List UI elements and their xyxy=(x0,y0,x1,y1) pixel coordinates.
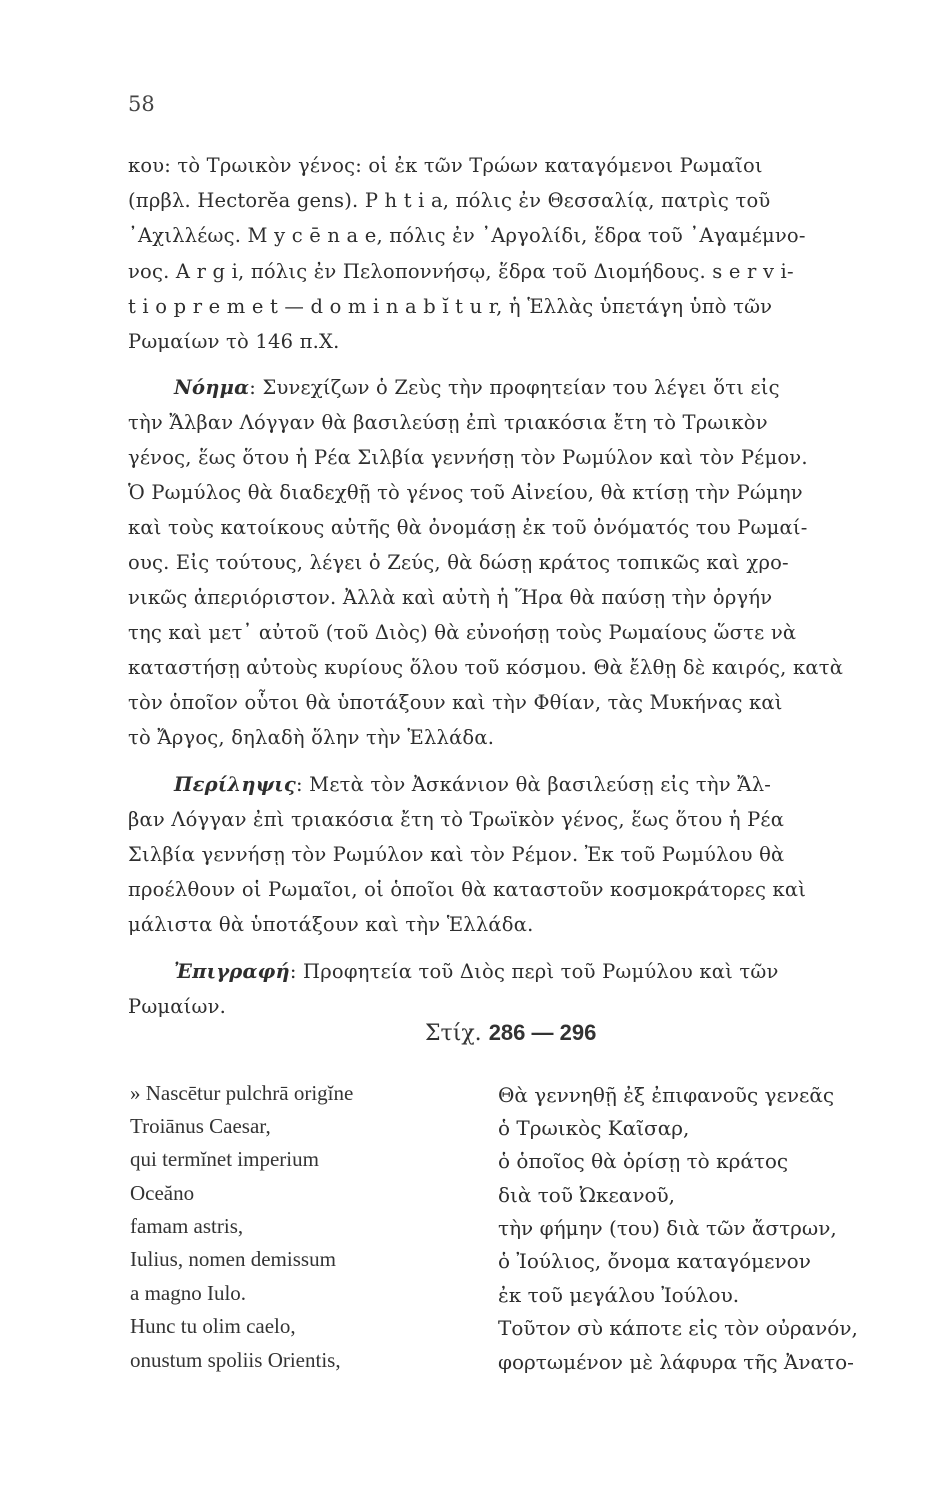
noima-line: Ὁ Ρωμύλος θὰ διαδεχθῇ τὸ γένος τοῦ Αἰνείου, θὰ κτίσῃ τὴν Ρώμην xyxy=(128,481,803,504)
latin-line: Hunc tu olim caelo, xyxy=(130,1314,296,1338)
perilipsis-line: μάλιστα θὰ ὑποτάξουν καὶ τὴν Ἑλλάδα. xyxy=(128,913,534,936)
intro-line: Ρωμαίων τὸ 146 π.Χ. xyxy=(128,330,340,353)
perilipsis-line: προέλθουν οἱ Ρωμαῖοι, οἱ ὁποῖοι θὰ καταστοῦν κοσμοκράτορες καὶ xyxy=(128,878,807,901)
intro-line: νος. A r g i, πόλις ἐν Πελοποννήσῳ, ἕδρα τοῦ Διομήδους. s e r v i- xyxy=(128,260,794,283)
latin-line: Troiānus Caesar, xyxy=(130,1114,271,1138)
noima-label: Νόημα xyxy=(174,376,250,399)
perilipsis-line: : Μετὰ τὸν Ἀσκάνιον θὰ βασιλεύσῃ εἰς τὴν Ἄλ- xyxy=(296,773,772,796)
noima-line: τὸ Ἄργος, δηλαδὴ ὅλην τὴν Ἑλλάδα. xyxy=(128,726,495,749)
greek-line: διὰ τοῦ Ὠκεανοῦ, xyxy=(498,1183,676,1207)
noima-line: γένος, ἕως ὅτου ἡ Ρέα Σιλβία γεννήσῃ τὸν Ρωμύλον καὶ τὸν Ρέμον. xyxy=(128,446,808,469)
intro-line: t i o p r e m e t — d o m i n a b ĭ t u r, ἡ Ἑλλὰς ὑπετάγη ὑπὸ τῶν xyxy=(128,295,773,318)
perilipsis-first-line xyxy=(174,775,771,795)
noima-line: ους. Εἰς τούτους, λέγει ὁ Ζεύς, θὰ δώσῃ κράτος τοπικῶς καὶ χρο- xyxy=(128,551,789,574)
noima-line: καὶ τοὺς κατοίκους αὐτῆς θὰ ὀνομάσῃ ἐκ τοῦ ὀνόματός του Ρωμαί- xyxy=(128,516,808,539)
latin-line: famam astris, xyxy=(130,1214,244,1238)
perilipsis-line: Σιλβία γεννήσῃ τὸν Ρωμύλον καὶ τὸν Ρέμον. Ἐκ τοῦ Ρωμύλου θὰ xyxy=(128,843,785,866)
greek-line: Θὰ γεννηθῇ ἐξ ἐπιφανοῦς γενεᾶς xyxy=(498,1083,835,1107)
perilipsis-line: βαν Λόγγαν ἐπὶ τριακόσια ἔτη τὸ Τρωϊκὸν γένος, ἕως ὅτου ἡ Ρέα xyxy=(128,808,785,831)
noima-line: τὴν Ἄλβαν Λόγγαν θὰ βασιλεύσῃ ἐπὶ τριακόσια ἔτη τὸ Τρωικὸν xyxy=(128,411,768,434)
noima-line: τὸν ὁποῖον οὗτοι θὰ ὑποτάξουν καὶ τὴν Φθίαν, τὰς Μυκήνας καὶ xyxy=(128,691,783,714)
intro-line: ᾿Αχιλλέως. M y c ē n a e, πόλις ἐν ᾿Αργολίδι, ἕδρα τοῦ ᾿Αγαμέμνο- xyxy=(128,224,806,247)
verse-heading-prefix: Στίχ. xyxy=(425,1021,482,1046)
epigrafi-line: Ρωμαίων. xyxy=(128,995,227,1018)
latin-line: Iulius, nomen demissum xyxy=(130,1247,336,1271)
verse-heading-range: 286 — 296 xyxy=(488,1020,597,1045)
greek-line: ὁ Ἰούλιος, ὄνομα καταγόμενον xyxy=(498,1249,811,1273)
latin-line: onustum spoliis Orientis, xyxy=(130,1348,341,1372)
greek-line: ὁ ὁποῖος θὰ ὁρίσῃ τὸ κράτος xyxy=(498,1149,789,1173)
intro-line: κου: τὸ Τρωικὸν γένος: οἱ ἐκ τῶν Τρώων καταγόμενοι Ρωμαῖοι xyxy=(128,154,763,177)
greek-line: τὴν φήμην (του) διὰ τῶν ἄστρων, xyxy=(498,1216,837,1240)
intro-line: (πρβλ. Hectorĕa gens). P h t i a, πόλις ἐν Θεσσαλίᾳ, πατρὶς τοῦ xyxy=(128,189,771,212)
greek-line: ἐκ τοῦ μεγάλου Ἰούλου. xyxy=(498,1283,740,1307)
epigrafi-first-line xyxy=(174,962,779,982)
latin-line: a magno Iulo. xyxy=(130,1281,247,1305)
noima-line: νικῶς ἀπεριόριστον. Ἀλλὰ καὶ αὐτὴ ἡ Ἥρα θὰ παύσῃ τὴν ὀργήν xyxy=(128,586,773,609)
greek-line: Τοῦτον σὺ κάποτε εἰς τὸν οὐρανόν, xyxy=(498,1316,858,1340)
noima-line: : Συνεχίζων ὁ Ζεὺς τὴν προφητείαν του λέγει ὅτι εἰς xyxy=(249,376,780,399)
noima-line: της καὶ μετ᾿ αὐτοῦ (τοῦ Διὸς) θὰ εὐνοήσῃ τοὺς Ρωμαίους ὥστε νὰ xyxy=(128,621,797,644)
verse-heading xyxy=(425,1020,596,1046)
epigrafi-line: : Προφητεία τοῦ Διὸς περὶ τοῦ Ρωμύλου καὶ τῶν xyxy=(289,960,779,983)
noima-first-line xyxy=(174,378,780,398)
greek-line: φορτωμένον μὲ λάφυρα τῆς Ἀνατο- xyxy=(498,1350,854,1374)
epigrafi-label: Ἐπιγραφή xyxy=(174,960,290,983)
perilipsis-label: Περίληψις xyxy=(174,773,296,796)
latin-line: Oceăno xyxy=(130,1181,195,1205)
greek-line: ὁ Τρωικὸς Καῖσαρ, xyxy=(498,1116,690,1140)
latin-line: » Nascētur pulchrā origĭne xyxy=(130,1081,354,1105)
page-number: 58 xyxy=(128,92,155,116)
noima-line: καταστήσῃ αὐτοὺς κυρίους ὅλου τοῦ κόσμου. Θὰ ἔλθῃ δὲ καιρός, κατὰ xyxy=(128,656,844,679)
latin-line: qui termĭnet imperium xyxy=(130,1147,319,1171)
